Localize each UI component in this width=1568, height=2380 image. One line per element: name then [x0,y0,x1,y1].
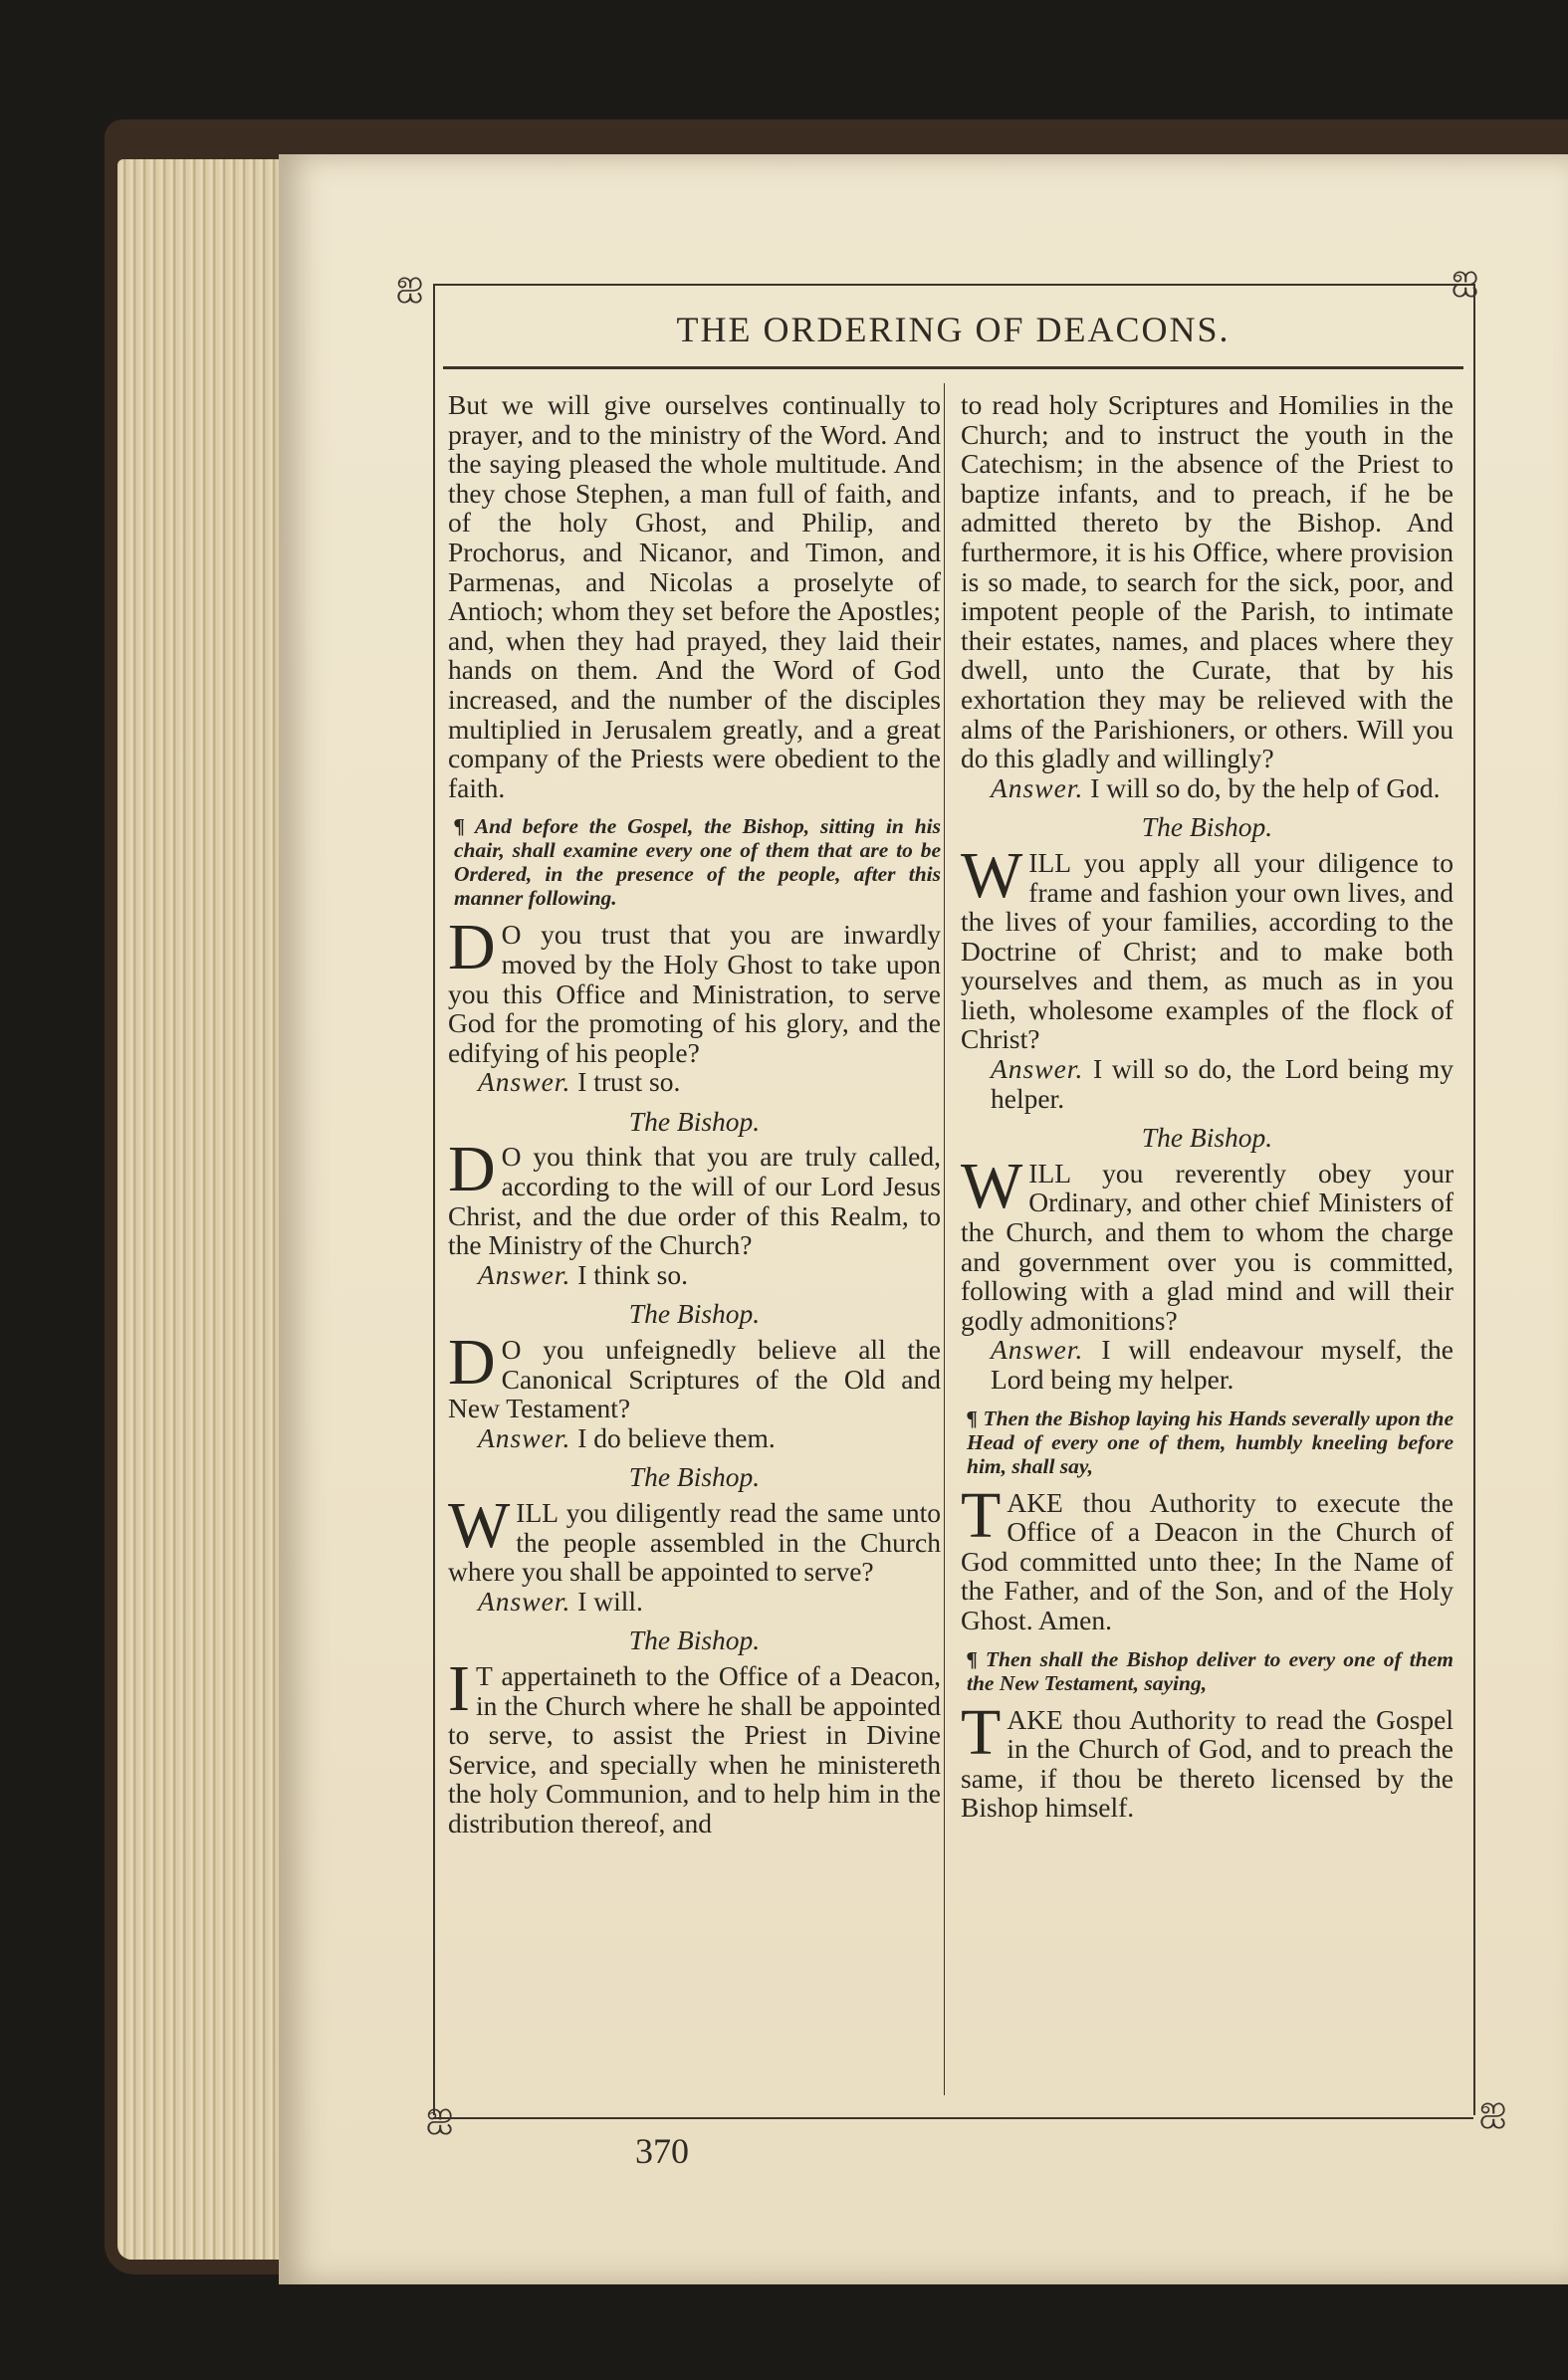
page-number: 370 [635,2131,689,2171]
answer-text: I will. [577,1585,643,1617]
answer-text: I think so. [577,1258,688,1290]
answer-line [448,1067,941,1097]
question-paragraph: DO you unfeignedly believe all the Canonical Scriptures of the Old and New Testament? [448,1326,941,1424]
answer-label: Answer. [478,1066,571,1098]
column-divider [944,383,945,2095]
left-column [448,390,941,1839]
corner-ornament-icon: ஐ [1479,2090,1507,2127]
opening-paragraph: But we will give ourselves continually to prayer, and to the ministry of the Word. And the saying pleased the whole multitude. And they chose Stephen, a man full of faith, and of the holy Ghost, and Philip, and Prochorus, and Nicanor, and Timon, and Parmenas, and Nicolas a proselyte of Antioch; whom they set before the Apostles; and, when they had prayed, they laid their hands on them. And the Word of God increased, and the number of the disciples multiplied in Jerusalem greatly, and a great company of the Priests were obedient to the faith. [448,389,941,803]
answer-line [448,1587,941,1617]
declaration-paragraph: TAKE thou Authority to read the Gospel in the Church of God, and to preach the same, if thou be thereto licensed by the Bishop himself. [961,1695,1454,1824]
answer-text: I will so do, the Lord being my helper. [991,1053,1454,1114]
question-paragraph: WILL you reverently obey your Ordinary, and other chief Ministers of the Church, and them to whom the charge and government over you is committed, following with a glad mind and will their godly admonitions? [961,1149,1454,1336]
continuation-paragraph: to read holy Scriptures and Homilies in the Church; and to instruct the youth in the Catechism; in the absence of the Priest to baptize infants, and to preach, if he be admitted thereto by the Bishop. And furthermore, it is his Office, where provision is so made, to search for the sick, poor, and impotent people of the Parish, to intimate their estates, names, and places where they dwell, unto the Curate, that by his exhortation they may be relieved with the alms of the Parishioners, or others. Will you do this gladly and willingly? [961,389,1454,774]
question-paragraph: DO you trust that you are inwardly moved by the Holy Ghost to take upon you this Office and Ministration, to serve God for the promoting of his glory, and the edifying of his people? [448,911,941,1068]
answer-line [961,1054,1454,1113]
answer-label: Answer. [478,1421,571,1453]
answer-label: Answer. [478,1258,571,1290]
question-paragraph: DO you think that you are truly called, according to the will of our Lord Jesus Christ, and the due order of this Realm, to the Ministry of the Church? [448,1133,941,1261]
speaker-heading: The Bishop. [628,1105,761,1137]
answer-text: I will endeavour myself, the Lord being my helper. [991,1334,1455,1395]
rubric: ¶ And before the Gospel, the Bishop, sitting in his chair, shall examine every one of them that are to be Ordered, in the presence of the people, after this manner following. [454,814,941,911]
answer-label: Answer. [478,1585,571,1617]
answer-label: Answer. [991,771,1084,803]
answer-line [448,1423,941,1453]
declaration-paragraph: TAKE thou Authority to execute the Office of a Deacon in the Church of God committed unto thee; In the Name of the Father, and of the Son, and of the Holy Ghost. Amen. [961,1478,1454,1635]
right-column [961,390,1454,1823]
speaker-heading: The Bishop. [1141,1122,1273,1154]
rubric: ¶ Then the Bishop laying his Hands severally upon the Head of every one of them, humbly kneeling before him, shall say, [967,1406,1454,1478]
rubric: ¶ Then shall the Bishop deliver to every one of them the New Testament, saying, [967,1646,1454,1695]
answer-line [961,1335,1454,1394]
answer-text: I do believe them. [577,1421,776,1453]
frame-right-rule [1473,284,1475,2115]
corner-ornament-icon: ஐ [1452,259,1479,296]
answer-text: I trust so. [577,1066,681,1098]
running-header: THE ORDERING OF DEACONS. [676,310,1231,349]
question-paragraph: WILL you apply all your diligence to frame and fashion your own lives, and the lives of your families, according to the Doctrine of Christ; and to make both yourselves and them, as much as in you lieth, wholesome examples of the flock of Christ? [961,838,1454,1055]
header-rule [443,366,1463,369]
question-paragraph: WILL you diligently read the same unto the people assembled in the Church where you shall be appointed to serve? [448,1489,941,1588]
speaker-heading: The Bishop. [1141,811,1273,843]
speaker-heading: The Bishop. [628,1298,761,1330]
question-paragraph: IT appertaineth to the Office of a Deacon, in the Church where he shall be appointed to serve, to assist the Priest in Divine Service, and specially when he ministereth the holy Communion, and to help him in the distribution thereof, and [448,1651,941,1839]
frame-left-rule [433,284,435,2115]
answer-label: Answer. [991,1053,1084,1085]
answer-line [448,1260,941,1290]
corner-ornament-icon: ஐ [426,2096,454,2133]
answer-line [961,773,1454,803]
speaker-heading: The Bishop. [628,1461,761,1493]
answer-label: Answer. [991,1334,1084,1366]
corner-ornament-icon: ஐ [396,265,424,302]
speaker-heading: The Bishop. [628,1624,761,1656]
answer-text: I will so do, by the help of God. [1090,771,1441,803]
